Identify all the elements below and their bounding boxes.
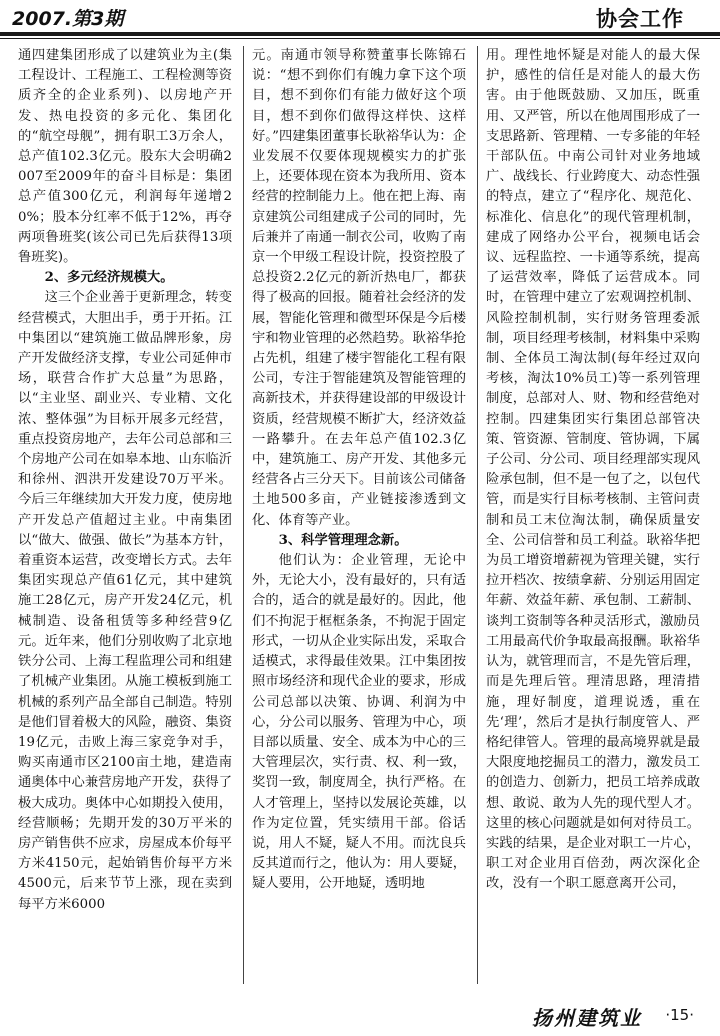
paragraph: 他们认为：企业管理，无论中外，无论大小，没有最好的，只有适合的，适合的就是最好的。因此，他们不拘泥于框框条条，不拘泥于固定形式，一切从企业实际出发，采取合适模式，求得最佳效果。江中集团按照市场经济和现代企业的要求，形成公司总部以决策、协调、利润为中心，分公司以服务、管理为中心，项目部以质量、安全、成本为中心的三大管理层次，实行责、权、利一致，奖罚一致，制度周全，执行严格。在人才管理上，坚持以发展论英雄，以作为定位置，凭实绩用干部。俗话说，用人不疑，疑人不用。而沈良兵反其道而行之，他认为：用人要疑，疑人要用，公开地疑，透明地 [252, 553, 466, 892]
paragraph: 这三个企业善于更新理念，转变经营模式，大胆出手，勇于开拓。江中集团以“建筑施工做品牌形象，房产开发做经济支撑，专业公司延伸市场，联营合作扩大总量”为思路，以“主业坚、副业兴、专业精、文化浓、整体强”为目标开展多元经营，重点投资房地产，去年公司总部和三个房地产公司在如皋本地、山东临沂和徐州、泗洪开发建设70万平米。今后三年继续加大开发力度，使房地产开发总产值超过主业。中南集团以“做大、做强、做长”为基本方针，着重资本运营，改变增长方式。去年集团实现总产值61亿元，其中建筑施工28亿元，房产开发24亿元，机械制造、设备租赁等多种经营9亿元。近年来，他们分别收购了北京地铁分公司、上海工程监理公司和组建了机械产业集团。从施工模板到施工机械的系列产品全部自己制造。特别是他们冒着极大的风险，融资、集资19亿元，击败上海三家竞争对手，购买南通市区2100亩土地，建造南通奥体中心兼营房地产开发，获得了极大成功。奥体中心如期投入使用，经营顺畅；先期开发的30万平米的房产销售供不应求，房屋成本价每平方米4150元，起始销售价每平方米4500元，后来节节上涨，现在卖到每平方米6000 [18, 290, 232, 912]
article-body [0, 46, 720, 986]
paragraph: 通四建集团形成了以建筑业为主(集工程设计、工程施工、工程检测等资质齐全的企业系列)、以房地产开发、热电投资的多元化、集团化的“航空母舰”，拥有职工3万余人，总产值102.3亿元。股东大会明确2007至2009年的奋斗目标是：集团总产值300亿元，利润每年递增20%；股本分红率不低于12%，再夺两项鲁班奖(该公司已先后获得13项鲁班奖)。 [18, 48, 232, 266]
page-number: ·15· [665, 1006, 694, 1024]
column-1 [18, 46, 232, 915]
subheading-3: 3、科学管理理念新。 [278, 532, 408, 548]
column-3 [486, 46, 700, 895]
page-header [0, 0, 720, 34]
column-2 [252, 46, 466, 895]
subheading-2: 2、多元经济规模大。 [44, 270, 174, 286]
paragraph: 用。理性地怀疑是对能人的最大保护，感性的信任是对能人的最大伤害。由于他既鼓励、又加压，既重用、又严管，所以在他周围形成了一支思路新、管理精、一专多能的年轻干部队伍。中南公司针对业务地域广、战线长、行业跨度大、动态性强的特点，建立了“程序化、规范化、标准化、信息化”的现代管理机制，建成了网络办公平台，视频电话会议、远程监控、一卡通等系统，提高了运营效率，降低了运营成本。同时，在管理中建立了宏观调控机制、风险控制机制，实行财务管理委派制，项目经理考核制，材料集中采购制、全体员工淘汰制(每年经过双向考核，淘汰10%员工)等一系列管理制度，总部对人、财、物和经营绝对控制。四建集团实行集团总部管决策、管资源、管制度、管协调，下属子公司、分公司、项目经理部实现风险承包制，但不是一包了之，以包代管，而是实行目标考核制、主管问责制和员工末位淘汰制，确保质量安全、公司信誉和员工利益。耿裕华把为员工增资增薪视为管理关键，实行拉开档次、按绩拿薪、分别运用固定年薪、效益年薪、承包制、工薪制、谈判工资制等各种灵活形式，激励员工用最高代价争取最高报酬。耿裕华认为，就管理而言，不是先管后理，而是先理后管。理清思路，理清措施，理好制度，道理说透，重在先‘理’，然后才是执行制度管人、严格纪律管人。管理的最高境界就是最大限度地挖掘员工的潜力，激发员工的创造力、创新力，把员工培养成敢想、敢说、敢为人先的现代型人才。这里的核心问题就是如何对待员工。实践的结果，是企业对职工一片心，职工对企业用百倍劲，两次深化企改，没有一个职工愿意离开公司， [486, 48, 700, 892]
magazine-brand: 扬州建筑业 [532, 1006, 642, 1030]
header-rule-thin [0, 38, 720, 39]
header-rule-thick [0, 32, 720, 36]
paragraph: 元。南通市领导称赞董事长陈锦石说：“想不到你们有魄力拿下这个项目，想不到你们有能力做好这个项目，想不到你们做得这样快、这样好。”四建集团董事长耿裕华认为：企业发展不仅要体现规模实力的扩张上，还要体现在资本为我所用、资本经营的控制能力上。他在把上海、南京建筑公司组建成子公司的同时，先后兼并了南通一制衣公司，收购了南京一个甲级工程设计院，投资控股了总投资2.2亿元的新沂热电厂，都获得了极高的回报。随着社会经济的发展，智能化管理和微型环保是今后楼宇和物业管理的必然趋势。耿裕华抢占先机，组建了楼宇智能化工程有限公司，专注于智能建筑及智能管理的高新技术，并获得建设部的甲级设计资质，经营规模不断扩大，经济效益一路攀升。在去年总产值102.3亿中，建筑施工、房产开发、其他多元经营各占三分天下。目前该公司储备土地500多亩，产业链接渗透到文化、体育等产业。 [252, 48, 466, 528]
page-footer [0, 996, 720, 1036]
issue-label: 2007.第3期 [12, 8, 124, 30]
section-title: 协会工作 [596, 7, 684, 31]
column-divider [477, 46, 478, 984]
column-divider [243, 46, 244, 984]
